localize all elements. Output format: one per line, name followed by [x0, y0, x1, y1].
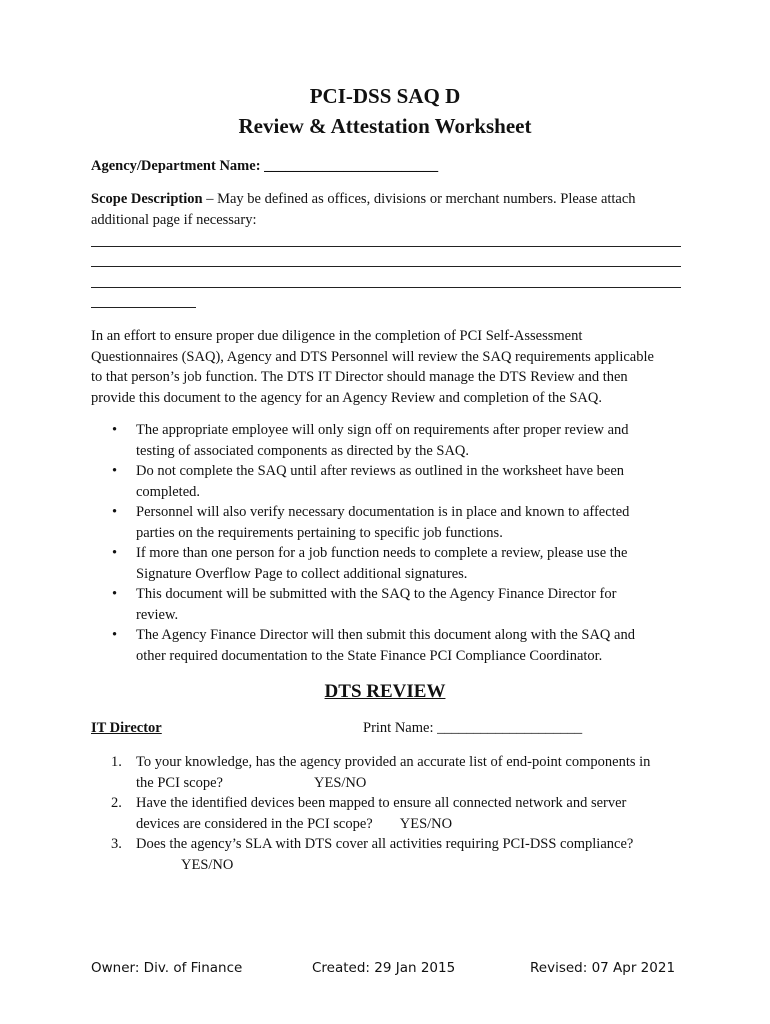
list-item-text: testing of associated components as directed by the SAQ. — [136, 442, 470, 459]
question-number: 1. — [111, 754, 122, 770]
scope-blank-line — [91, 287, 681, 288]
list-item — [91, 543, 681, 584]
agency-name-field — [91, 156, 681, 177]
footer-revised: Revised: 07 Apr 2021 — [530, 960, 676, 976]
yes-no-answer: YES/NO — [399, 815, 453, 832]
list-item-text: other required documentation to the State Finance PCI Compliance Coordinator. — [136, 647, 603, 664]
scope-dash: – — [202, 191, 218, 207]
scope-description — [91, 189, 681, 230]
scope-text-line2: additional page if necessary: — [91, 211, 257, 228]
list-item — [91, 625, 681, 666]
bullet-icon: • — [112, 627, 118, 643]
list-item-text: parties on the requirements pertaining to specific job functions. — [136, 524, 503, 541]
list-item-text: If more than one person for a job function needs to complete a review, please use the — [136, 545, 628, 561]
list-item-text: Do not complete the SAQ until after reviews as outlined in the worksheet have been — [136, 463, 625, 479]
scope-blank-line — [91, 266, 681, 267]
intro-paragraph — [91, 326, 681, 408]
footer-created: Created: 29 Jan 2015 — [312, 960, 456, 976]
document-subtitle: Review & Attestation Worksheet — [238, 114, 532, 138]
question-text: Does the agency’s SLA with DTS cover all activities requiring PCI-DSS compliance? — [136, 836, 634, 852]
question-text: devices are considered in the PCI scope? — [136, 815, 373, 832]
footer-owner: Owner: Div. of Finance — [91, 960, 243, 976]
question-text: To your knowledge, has the agency provided an accurate list of end-point components in — [136, 754, 651, 770]
question-number: 2. — [111, 795, 122, 811]
document-title: PCI-DSS SAQ D — [309, 84, 461, 108]
intro-line: to that person’s job function. The DTS IT Director should manage the DTS Review and then — [91, 369, 628, 385]
intro-line: provide this document to the agency for an Agency Review and completion of the SAQ. — [91, 389, 602, 406]
list-item-text: completed. — [136, 483, 201, 500]
list-item-text: Signature Overflow Page to collect additional signatures. — [136, 565, 468, 582]
bullet-icon: • — [112, 463, 118, 479]
print-name-field: Print Name: ____________________ — [363, 720, 583, 736]
scope-text-line1: May be defined as offices, divisions or merchant numbers. Please attach — [217, 191, 636, 207]
list-item — [91, 584, 681, 625]
agency-name-label: Agency/Department Name: — [91, 158, 261, 174]
list-item-text: The appropriate employee will only sign off on requirements after proper review and — [136, 422, 629, 438]
list-item-text: Personnel will also verify necessary documentation is in place and known to affected — [136, 504, 630, 520]
review-questions — [91, 752, 681, 875]
intro-line: In an effort to ensure proper due diligence in the completion of PCI Self-Assessment — [91, 328, 583, 344]
list-item-text: This document will be submitted with the SAQ to the Agency Finance Director for — [136, 586, 617, 602]
question-number: 3. — [111, 836, 122, 852]
question-item — [91, 834, 681, 875]
agency-name-blank: ________________________ — [264, 158, 439, 174]
list-item — [91, 461, 681, 502]
bullet-icon: • — [112, 586, 118, 602]
yes-no-answer: YES/NO — [313, 774, 367, 791]
list-item-text: review. — [136, 606, 179, 623]
list-item — [91, 420, 681, 461]
bullet-icon: • — [112, 545, 118, 561]
scope-blank-line — [91, 246, 681, 247]
bullet-icon: • — [112, 422, 118, 438]
intro-line: Questionnaires (SAQ), Agency and DTS Personnel will review the SAQ requirements applicable — [91, 348, 654, 365]
dts-review-heading: DTS REVIEW — [324, 681, 446, 702]
list-item — [91, 502, 681, 543]
question-item — [91, 752, 681, 793]
question-text: the PCI scope? — [136, 774, 223, 791]
question-text: Have the identified devices been mapped to ensure all connected network and server — [136, 795, 627, 811]
scope-label: Scope Description — [91, 191, 203, 207]
bullet-icon: • — [112, 504, 118, 520]
guideline-list — [91, 420, 681, 666]
scope-blank-line — [91, 307, 196, 308]
question-item — [91, 793, 681, 834]
yes-no-answer: YES/NO — [181, 856, 234, 873]
it-director-label: IT Director — [91, 720, 162, 736]
list-item-text: The Agency Finance Director will then submit this document along with the SAQ and — [136, 627, 635, 643]
